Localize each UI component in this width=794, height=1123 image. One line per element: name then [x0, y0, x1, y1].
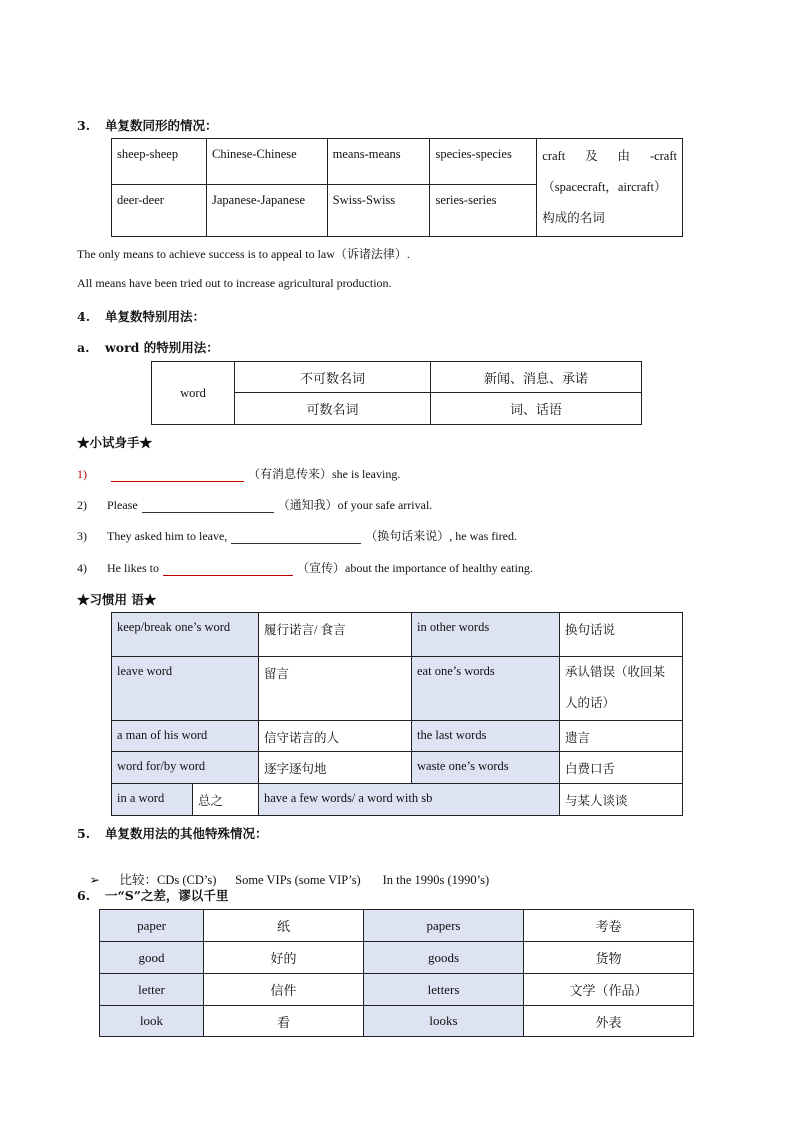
word-singular: look	[100, 1006, 204, 1037]
item-text-after: （换句话来说）, he was fired.	[365, 529, 517, 543]
word-meaning: 考卷	[524, 910, 694, 942]
idiom-meaning: 逐字逐句地	[259, 752, 412, 784]
word-cell: word	[152, 362, 235, 425]
item-text-after: （有消息传来）she is leaving.	[248, 467, 401, 481]
section-number: 6.	[77, 888, 91, 903]
word-singular: paper	[100, 910, 204, 942]
s-difference-table	[99, 909, 694, 1037]
craft-suffix: -craft	[649, 149, 677, 163]
section-5-heading	[77, 824, 268, 842]
item-text-before: Please	[107, 498, 138, 512]
idiom-phrase: leave word	[112, 657, 259, 721]
idiom-phrase: keep/break one’s word	[112, 613, 259, 657]
section-4-heading	[77, 307, 205, 325]
craft-line-3: 构成的名词	[542, 211, 605, 225]
word-usage-table	[151, 361, 642, 425]
example-sentence-1: The only means to achieve success is to appeal to law（诉诸法律）.	[77, 247, 410, 261]
section-title: 一“S”之差，谬以千里	[105, 888, 229, 903]
word-meaning: 文学（作品）	[524, 974, 694, 1006]
idiom-table	[111, 612, 683, 816]
word-plural: letters	[364, 974, 524, 1006]
item-text-after: （通知我）of your safe arrival.	[277, 498, 433, 512]
subsection-a-heading	[77, 338, 219, 356]
word-meaning: 信件	[204, 974, 364, 1006]
item-text-after: （宣传）about the importance of healthy eating.	[297, 561, 533, 575]
idiom-meaning: 与某人谈谈	[560, 784, 683, 816]
word-singular: good	[100, 942, 204, 974]
craft-word: craft	[542, 149, 566, 163]
item-text-before: They asked him to leave,	[107, 529, 228, 543]
idiom-phrase: eat one’s words	[412, 657, 560, 721]
answer-blank[interactable]	[111, 468, 244, 482]
word-meaning: 纸	[204, 910, 364, 942]
table-cell: 可数名词	[235, 393, 431, 425]
word-meaning: 看	[204, 1006, 364, 1037]
compare-text: 比较：CDs (CD’s) Some VIPs (some VIP’s) In the 1990s (1990’s)	[119, 873, 490, 887]
subsection-letter: a.	[77, 340, 90, 355]
table-cell: Chinese-Chinese	[207, 139, 328, 185]
idiom-meaning: 遗言	[560, 721, 683, 752]
idiom-meaning: 承认错误（收回某人的话）	[560, 657, 683, 721]
item-text-before: He likes to	[107, 561, 159, 575]
answer-blank[interactable]	[163, 562, 293, 576]
section-number: 5.	[77, 826, 91, 841]
table-cell: 词、话语	[431, 393, 642, 425]
table-cell: series-series	[430, 185, 537, 237]
idiom-meaning: 履行诺言/ 食言	[259, 613, 412, 657]
idiom-phrase: in a word	[112, 784, 193, 816]
idiom-meaning: 换句话说	[560, 613, 683, 657]
idiom-title: ★习惯用 语★	[77, 592, 157, 607]
practice-title: ★小试身手★	[77, 435, 153, 450]
craft-and: 及	[585, 149, 598, 163]
section-3-heading	[77, 116, 218, 134]
item-number: 4)	[77, 561, 87, 575]
item-number: 1)	[77, 467, 87, 481]
example-sentence-2: All means have been tried out to increase agricultural production.	[77, 276, 392, 290]
section-number: 3.	[77, 118, 91, 133]
word-plural: goods	[364, 942, 524, 974]
table-cell: Japanese-Japanese	[207, 185, 328, 237]
table-cell: means-means	[327, 139, 430, 185]
idiom-phrase: waste one’s words	[412, 752, 560, 784]
idiom-phrase: have a few words/ a word with sb	[259, 784, 560, 816]
section-number: 4.	[77, 309, 91, 324]
craft-line-1	[542, 141, 677, 172]
subsection-title: word 的特别用法：	[105, 340, 219, 355]
section-title: 单复数特别用法：	[105, 309, 206, 324]
answer-blank[interactable]	[231, 530, 361, 544]
same-form-table	[111, 138, 683, 237]
item-number: 2)	[77, 498, 87, 512]
idiom-phrase: in other words	[412, 613, 560, 657]
practice-item-3	[77, 527, 517, 544]
word-meaning: 货物	[524, 942, 694, 974]
section-title: 单复数同形的情况：	[105, 118, 218, 133]
idiom-meaning: 总之	[193, 784, 259, 816]
word-plural: papers	[364, 910, 524, 942]
idiom-meaning: 白费口舌	[560, 752, 683, 784]
table-cell: deer-deer	[112, 185, 207, 237]
practice-item-4	[77, 559, 533, 576]
section-6-heading	[77, 886, 228, 904]
idiom-phrase: word for/by word	[112, 752, 259, 784]
craft-cell	[537, 139, 683, 237]
idiom-meaning: 留言	[259, 657, 412, 721]
word-meaning: 好的	[204, 942, 364, 974]
word-plural: looks	[364, 1006, 524, 1037]
word-meaning: 外表	[524, 1006, 694, 1037]
item-number: 3)	[77, 529, 87, 543]
bullet-arrow-icon: ➢	[89, 873, 100, 887]
table-cell: sheep-sheep	[112, 139, 207, 185]
section-title: 单复数用法的其他特殊情况：	[105, 826, 268, 841]
idiom-phrase: the last words	[412, 721, 560, 752]
practice-item-2	[77, 496, 432, 513]
craft-line-2: （spacecraft，aircraft）	[542, 180, 667, 194]
table-cell: species-species	[430, 139, 537, 185]
table-cell: Swiss-Swiss	[327, 185, 430, 237]
word-singular: letter	[100, 974, 204, 1006]
practice-item-1	[77, 465, 400, 482]
table-cell: 不可数名词	[235, 362, 431, 393]
idiom-phrase: a man of his word	[112, 721, 259, 752]
craft-by: 由	[617, 149, 631, 163]
idiom-meaning: 信守诺言的人	[259, 721, 412, 752]
table-cell: 新闻、消息、承诺	[431, 362, 642, 393]
answer-blank[interactable]	[142, 499, 274, 513]
